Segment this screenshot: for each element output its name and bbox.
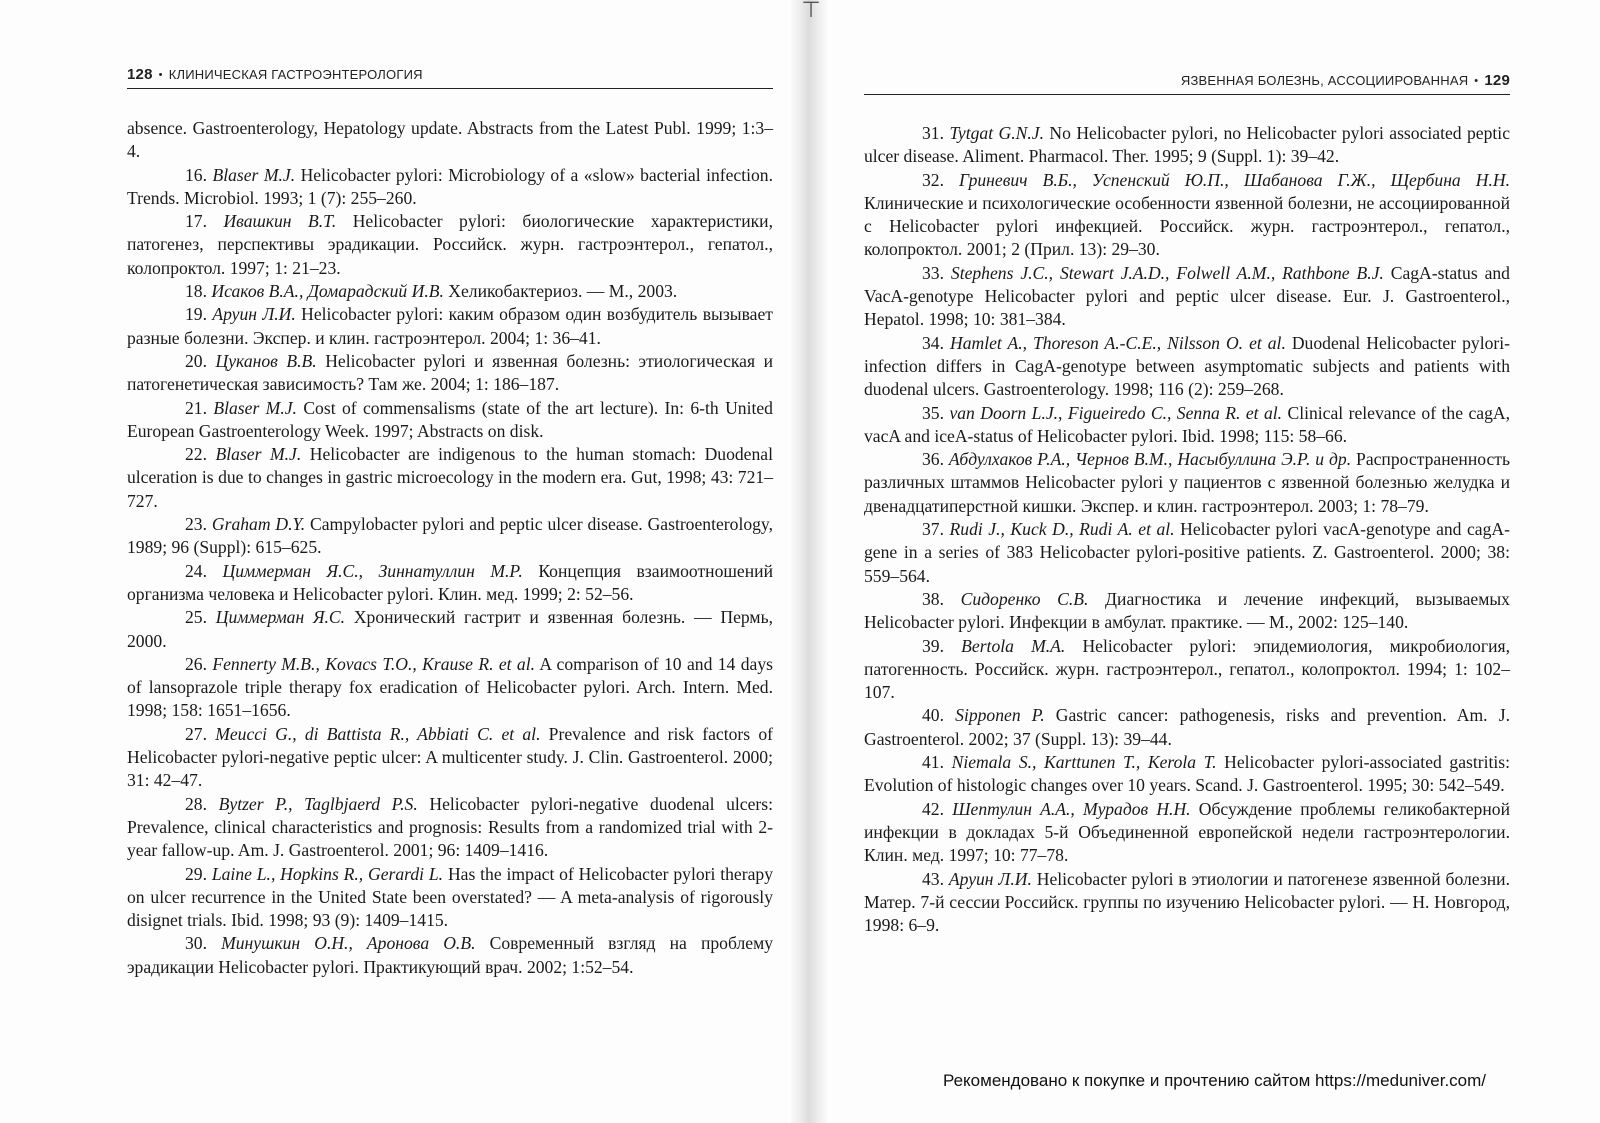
reference-text: Диагностика и лечение инфекций, вызываемых Helicobacter pylori. Инфекции в амбулат. практике. — М., 2002: 125–140. — [864, 588, 1510, 633]
binding-mark-icon: ⊤ — [801, 0, 821, 23]
reference-text: Хеликобактериоз. — М., 2003. — [448, 281, 678, 302]
reference-authors: Bertola M.A. — [961, 635, 1066, 656]
reference-number: 20. — [185, 350, 207, 371]
reference-authors: Исаков В.А., Домарадский И.В. — [211, 281, 444, 302]
reference-list-right — [864, 122, 1510, 937]
reference-item — [864, 448, 1510, 518]
reference-number: 25. — [185, 607, 207, 628]
reference-authors: Сидоренко С.В. — [960, 588, 1089, 609]
reference-number: 23. — [185, 514, 207, 535]
reference-number: 34. — [922, 332, 944, 353]
reference-authors: Blaser M.J. — [215, 444, 302, 465]
reference-authors: Meucci G., di Battista R., Abbiati C. et al. — [215, 723, 541, 744]
reference-authors: Bytzer P., Taglbjaerd P.S. — [218, 793, 418, 814]
reference-authors: Цуканов В.В. — [215, 350, 317, 371]
reference-item — [127, 303, 773, 350]
book-gutter — [788, 0, 830, 1123]
reference-item — [127, 280, 773, 303]
reference-item — [127, 350, 773, 397]
reference-authors: Blaser M.J. — [212, 164, 296, 185]
reference-number: 19. — [185, 304, 207, 325]
reference-authors: Stephens J.C., Stewart J.A.D., Folwell A.M., Rathbone B.J. — [950, 262, 1384, 283]
reference-item — [864, 704, 1510, 751]
reference-number: 41. — [922, 752, 944, 773]
reference-text: Helicobacter pylori в этиологии и патогенезе язвенной болезни. Матер. 7-й сессии Российск. группы по изучению Helicobacter pylori. — Н. Новгород, 1998: 6–9. — [864, 868, 1510, 936]
reference-text: Современный взгляд на проблему эрадикации Helicobacter pylori. Практикующий врач. 2002; 1:52–54. — [127, 933, 773, 977]
reference-text: Helicobacter are indigenous to the human stomach: Duodenal ulceration is due to changes in gastric microecology in the modern era. Gut, 1998; 43: 721–727. — [127, 444, 773, 511]
reference-authors: Аруин Л.И. — [948, 868, 1032, 889]
reference-item — [127, 723, 773, 793]
reference-item — [864, 635, 1510, 705]
reference-number: 33. — [922, 262, 944, 283]
reference-authors: Blaser M.J. — [213, 397, 297, 418]
reference-item — [127, 397, 773, 444]
reference-authors: Graham D.Y. — [211, 514, 306, 535]
reference-authors: Laine L., Hopkins R., Gerardi L. — [211, 863, 444, 884]
reference-authors: Минушкин О.Н., Аронова О.В. — [221, 933, 476, 954]
reference-item — [864, 751, 1510, 798]
reference-number: 29. — [185, 863, 207, 884]
reference-item — [864, 262, 1510, 332]
reference-item — [864, 518, 1510, 588]
reference-item — [864, 798, 1510, 868]
reference-number: 37. — [922, 519, 944, 540]
reference-item — [127, 560, 773, 607]
reference-text: Helicobacter pylori: Microbiology of a «slow» bacterial infection. Trends. Microbiol. 1993; 1 (7): 255–260. — [127, 164, 773, 208]
reference-authors: Шептулин А.А., Мурадов Н.Н. — [952, 798, 1191, 819]
page-number: 128 — [127, 66, 153, 83]
reference-item — [127, 513, 773, 560]
reference-item — [127, 443, 773, 513]
reference-text: CagA-status and VacA-genotype Helicobacter pylori and peptic ulcer disease. Eur. J. Gastroenterol., Hepatol. 1998; 10: 381–384. — [864, 262, 1510, 330]
reference-text: Клинические и психологические особенности язвенной болезни, не ассоциированной с Helicobacter pylori инфекцией. Российск. журн. гастроэнтерол., гепатол., колопроктол. 2001; 2 (Прил. 13): 29–30. — [864, 192, 1510, 260]
reference-text: No Helicobacter pylori, no Helicobacter pylori associated peptic ulcer disease. Aliment. Pharmacol. Ther. 1995; 9 (Suppl. 1): 39–42. — [864, 123, 1510, 167]
reference-text: Helicobacter pylori-associated gastritis: Evolution of histologic changes over 10 years. Scand. J. Gastroenterol. 1995; 30: 542–549. — [864, 752, 1511, 796]
reference-item — [864, 332, 1510, 402]
reference-item — [127, 793, 773, 863]
reference-number: 18. — [185, 281, 207, 302]
reference-authors: Абдулхаков Р.А., Чернов В.М., Насыбуллина Э.Р. и др. — [948, 449, 1352, 470]
reference-item — [127, 863, 773, 933]
reference-authors: Fennerty M.B., Kovacs T.O., Krause R. et al. — [212, 653, 536, 674]
reference-authors: Циммерман Я.С., Зиннатуллин М.Р. — [222, 560, 523, 581]
reference-item — [127, 653, 773, 723]
reference-authors: Rudi J., Kuck D., Rudi A. et al. — [949, 519, 1175, 540]
reference-number: 26. — [185, 653, 207, 674]
footer-recommendation: Рекомендовано к покупке и прочтению сайтом https://meduniver.com/ — [943, 1071, 1487, 1090]
reference-text: Duodenal Helicobacter pylori-infection differs in CagA-genotype between asymptomatic subjects and patients with duodenal ulcers. Gastroenterology. 1998; 116 (2): 259–268. — [864, 332, 1510, 400]
reference-number: 31. — [922, 123, 944, 143]
reference-list-left — [127, 117, 773, 979]
reference-item — [127, 210, 773, 280]
running-header-right — [864, 72, 1510, 95]
reference-authors: Hamlet A., Thoreson A.-C.E., Nilsson O. et al. — [950, 332, 1286, 353]
running-title: ЯЗВЕННАЯ БОЛЕЗНЬ, АССОЦИИРОВАННАЯ — [1180, 73, 1469, 88]
reference-item — [127, 606, 773, 653]
reference-authors: van Doorn L.J., Figueiredo C., Senna R. et al. — [949, 402, 1283, 423]
reference-item — [127, 932, 773, 979]
reference-number: 22. — [185, 444, 207, 465]
reference-text: A comparison of 10 and 14 days of lansoprazole triple therapy fox eradication of Helicobacter pylori. Arch. Intern. Med. 1998; 158: 1651–1656. — [127, 653, 773, 721]
reference-number: 38. — [922, 588, 944, 609]
reference-number: 17. — [185, 211, 207, 232]
reference-text: Has the impact of Helicobacter pylori therapy on ulcer recurrence in the United State been overstated? — A meta-analysis of rigorously disignet trials. Ibid. 1998; 93 (9): 1409–1415. — [127, 863, 773, 931]
reference-text: Хронический гастрит и язвенная болезнь. — Пермь, 2000. — [127, 607, 773, 651]
running-title: КЛИНИЧЕСКАЯ ГАСТРОЭНТЕРОЛОГИЯ — [168, 67, 423, 82]
reference-number: 16. — [185, 164, 207, 185]
reference-authors: Niemala S., Karttunen T., Kerola T. — [951, 752, 1217, 773]
reference-continuation: absence. Gastroenterology, Hepatology update. Abstracts from the Latest Publ. 1999; 1:3–4. — [127, 118, 773, 162]
reference-number: 28. — [185, 793, 207, 814]
reference-text: Helicobacter pylori: биологические характеристики, патогенез, перспективы эрадикации. Российск. журн. гастроэнтерол., гепатол., колопроктол. 1997; 1: 21–23. — [127, 211, 773, 278]
reference-authors: Гриневич В.Б., Успенский Ю.П., Шабанова Г.Ж., Щербина Н.Н. — [959, 169, 1510, 190]
reference-text: Концепция взаимоотношений организма человека и Helicobacter pylori. Клин. мед. 1999; 2: 52–56. — [127, 560, 773, 604]
reference-item — [864, 402, 1510, 449]
reference-number: 42. — [922, 798, 944, 819]
reference-text: Helicobacter pylori vacA-genotype and cagA-gene in a series of 383 Helicobacter pylori-positive patients. Z. Gastroenterol. 2000; 38: 559–564. — [864, 519, 1510, 586]
reference-number: 30. — [185, 933, 207, 954]
reference-number: 27. — [185, 723, 207, 744]
reference-item — [864, 588, 1510, 635]
reference-number: 43. — [922, 868, 944, 889]
reference-number: 24. — [185, 560, 207, 581]
reference-number: 40. — [922, 705, 944, 726]
reference-authors: Tytgat G.N.J. — [949, 123, 1044, 143]
reference-text: Campylobacter pylori and peptic ulcer disease. Gastroenterology, 1989; 96 (Suppl): 615–625. — [127, 514, 773, 558]
reference-authors: Циммерман Я.С. — [215, 607, 346, 628]
reference-authors: Sipponen P. — [955, 705, 1045, 726]
header-bullet: • — [1474, 75, 1479, 87]
reference-authors: Ивашкин В.Т. — [223, 211, 337, 232]
reference-item — [127, 164, 773, 211]
reference-authors: Аруин Л.И. — [212, 304, 296, 325]
reference-text: Обсуждение проблемы геликобактерной инфекции в докладах 5-й Объединенной европейской недели гастроэнтерологии. Клин. мед. 1997; 10: 77–78. — [864, 798, 1510, 866]
reference-text: Helicobacter pylori: каким образом один возбудитель вызывает разные болезни. Экспер. и клин. гастроэнтерол. 2004; 1: 36–41. — [127, 304, 773, 348]
reference-number: 32. — [922, 169, 944, 190]
reference-number: 21. — [185, 397, 207, 418]
reference-number: 36. — [922, 449, 944, 470]
reference-text: Helicobacter pylori и язвенная болезнь: этиологическая и патогенетическая зависимость? Там же. 2004; 1: 186–187. — [127, 350, 774, 395]
reference-text: Helicobacter pylori-negative duodenal ulcers: Prevalence, clinical characteristics and prognosis: Results from a randomized trial with 2-year fallow-up. Am. J. Gastroenterol. 2001; 96: 1409–1416. — [127, 793, 774, 861]
reference-text: Cost of commensalisms (state of the art lecture). In: 6-th United European Gastroenterology Week. 1997; Abstracts on disk. — [127, 397, 773, 441]
reference-item — [864, 122, 1510, 169]
reference-item — [864, 868, 1510, 938]
header-bullet: • — [158, 69, 163, 81]
page-number: 129 — [1484, 72, 1510, 89]
reference-text: Helicobacter pylori: эпидемиология, микробиология, патогенность. Российск. журн. гастроэнтерол., гепатол., колопроктол. 1994; 1: 102–107. — [864, 635, 1510, 703]
reference-text: Clinical relevance of the cagA, vacA and iceA-status of Helicobacter pylori. Ibid. 1998; 115: 58–66. — [864, 402, 1510, 446]
running-header-left — [127, 66, 773, 89]
reference-item — [864, 169, 1510, 262]
reference-number: 39. — [922, 635, 944, 656]
reference-number: 35. — [922, 402, 944, 423]
reference-text: Prevalence and risk factors of Helicobacter pylori-negative peptic ulcer: A multicenter study. J. Clin. Gastroenterol. 2000; 31: 42–47. — [127, 723, 773, 791]
reference-text: Распространенность различных штаммов Helicobacter pylori у пациентов с язвенной болезнью желудка и двенадцатиперстной кишки. Экспер. и клин. гастроэнтерол. 2003; 1: 78–79. — [864, 449, 1511, 516]
reference-text: Gastric cancer: pathogenesis, risks and prevention. Am. J. Gastroenterol. 2002; 37 (Suppl. 13): 39–44. — [864, 705, 1510, 749]
